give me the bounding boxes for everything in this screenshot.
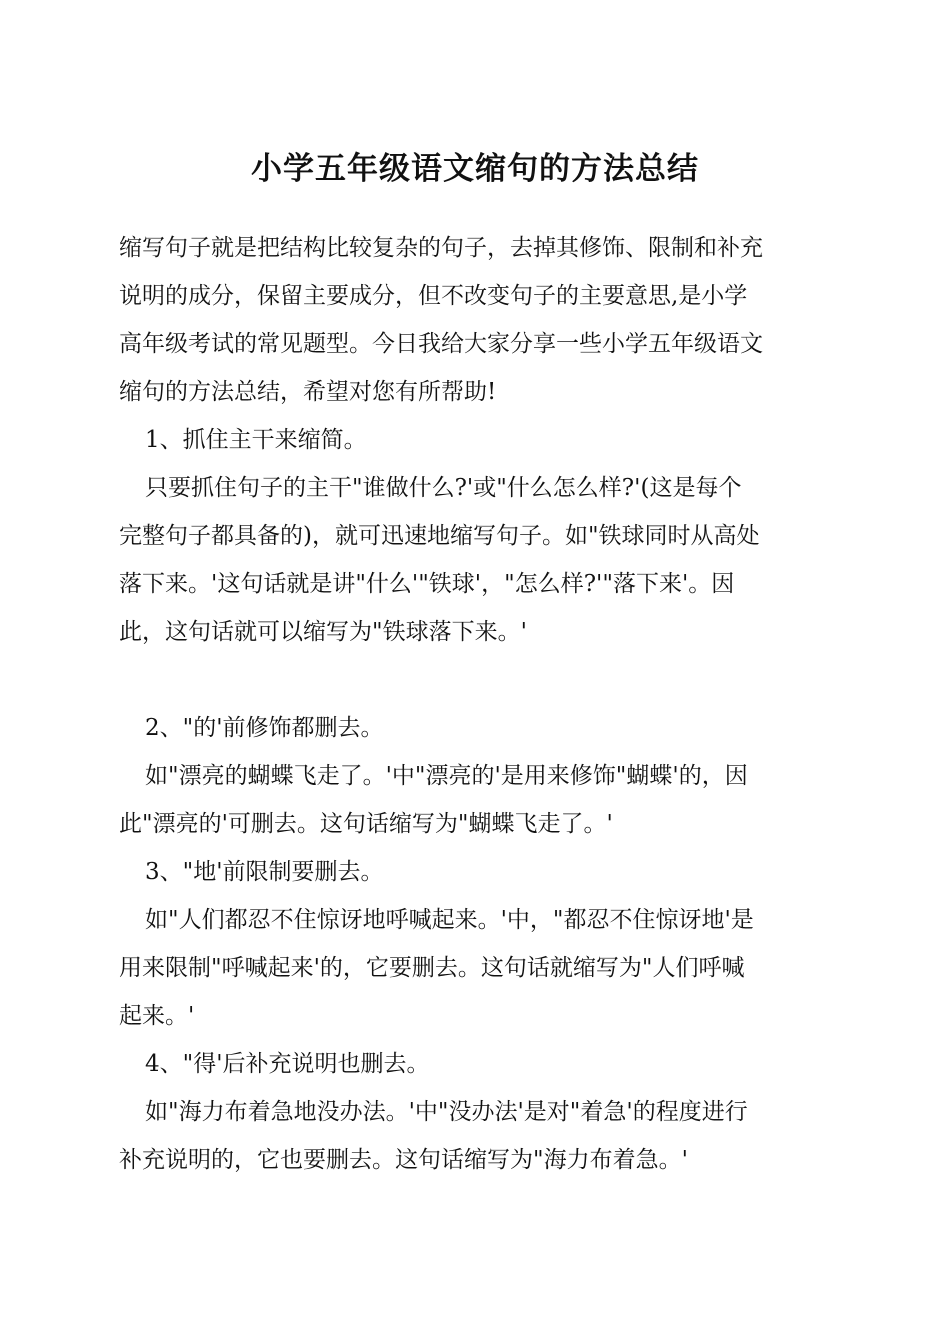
text-line: 此，这句话就可以缩写为"铁球落下来。' [119,619,527,645]
text-line: 起来。' [119,1003,195,1029]
text-line: 此"漂亮的'可删去。这句话缩写为"蝴蝶飞走了。' [119,811,613,837]
text-line: 说明的成分，保留主要成分，但不改变句子的主要意思,是小学 [119,283,748,309]
document-title: 小学五年级语文缩句的方法总结 [251,151,699,187]
intro-paragraph [119,224,833,416]
text-line: 完整句子都具备的)，就可迅速地缩写句子。如"铁球同时从高处 [119,523,760,549]
blank-line [119,656,833,704]
text-line: 缩写句子就是把结构比较复杂的句子，去掉其修饰、限制和补充 [119,235,763,261]
section-heading: 1、抓住主干来缩简。 [145,427,367,453]
text-line: 如"人们都忍不住惊讶地呼喊起来。'中，"都忍不住惊讶地'是 [145,907,754,933]
text-line: 高年级考试的常见题型。今日我给大家分享一些小学五年级语文 [119,331,763,357]
text-line: 如"海力布着急地没办法。'中"没办法'是对"着急'的程度进行 [145,1099,748,1125]
section-heading: 2、"的'前修饰都删去。 [145,715,384,741]
text-line: 如"漂亮的蝴蝶飞走了。'中"漂亮的'是用来修饰"蝴蝶'的，因 [145,763,748,789]
text-line: 只要抓住句子的主干"谁做什么?'或"什么怎么样?'(这是每个 [145,475,742,501]
section-4 [119,1040,833,1184]
document-body [119,224,833,1184]
section-1 [119,416,833,656]
section-2 [119,704,833,848]
text-line: 补充说明的，它也要删去。这句话缩写为"海力布着急。' [119,1147,688,1173]
text-line: 缩句的方法总结，希望对您有所帮助! [119,379,497,405]
section-heading: 3、"地'前限制要删去。 [145,859,384,885]
section-3 [119,848,833,1040]
text-line: 用来限制"呼喊起来'的，它要删去。这句话就缩写为"人们呼喊 [119,955,745,981]
text-line: 落下来。'这句话就是讲"什么'"铁球'，"怎么样?'"落下来'。因 [119,571,735,597]
section-heading: 4、"得'后补充说明也删去。 [145,1051,430,1077]
